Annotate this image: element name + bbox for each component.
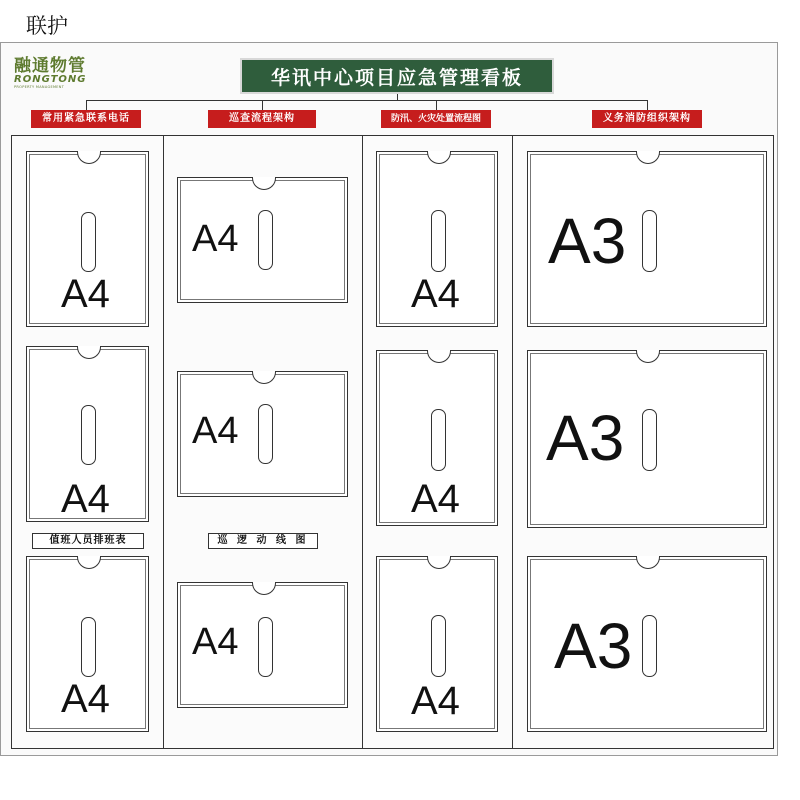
- logo-subtitle: PROPERTY MANAGEMENT: [14, 85, 65, 89]
- pocket-size-label: A4: [61, 477, 110, 521]
- pocket-notch: [252, 177, 276, 190]
- pocket-slot: [431, 409, 446, 471]
- a4-pocket-2-3: [177, 582, 348, 708]
- pocket-notch: [252, 582, 276, 595]
- a3-pocket-4-3: [527, 556, 767, 732]
- connector-bar: [86, 100, 648, 101]
- pocket-size-label: A3: [546, 402, 625, 474]
- section-tag-fire-brigade: 义务消防组织架构: [592, 110, 702, 128]
- pocket-slot: [642, 409, 657, 471]
- pocket-slot: [431, 615, 446, 677]
- pocket-notch: [427, 151, 451, 164]
- pocket-slot: [258, 210, 273, 270]
- pocket-notch: [636, 151, 660, 164]
- a4-pocket-1-2: [26, 346, 149, 522]
- pocket-notch: [636, 350, 660, 363]
- a4-pocket-1-1: [26, 151, 149, 327]
- a4-pocket-3-1: [376, 151, 498, 327]
- logo-chinese-name: 融通物管: [14, 56, 86, 76]
- pocket-size-label: A4: [61, 272, 110, 316]
- section-sublabel-patrol-route: 巡 逻 动 线 图: [208, 533, 318, 549]
- a4-pocket-2-1: [177, 177, 348, 303]
- pocket-notch: [636, 556, 660, 569]
- pocket-size-label: A4: [192, 218, 239, 260]
- pocket-notch: [252, 371, 276, 384]
- connector-drop-1: [86, 100, 87, 110]
- a4-pocket-3-3: [376, 556, 498, 732]
- pocket-slot: [642, 615, 657, 677]
- pocket-slot: [258, 617, 273, 677]
- pocket-size-label: A4: [192, 410, 239, 452]
- pocket-notch: [427, 350, 451, 363]
- connector-drop-4: [647, 100, 648, 110]
- pocket-slot: [81, 617, 96, 677]
- pocket-notch: [77, 556, 101, 569]
- logo-english-name: RONGTONG: [14, 74, 87, 85]
- section-tag-emergency-phones: 常用紧急联系电话: [31, 110, 141, 128]
- pocket-size-label: A4: [61, 677, 110, 721]
- connector-drop-2: [262, 100, 263, 110]
- pocket-slot: [81, 405, 96, 465]
- pocket-notch: [77, 151, 101, 164]
- a3-pocket-4-1: [527, 151, 767, 327]
- pocket-slot: [642, 210, 657, 272]
- pocket-size-label: A3: [554, 610, 633, 682]
- pocket-slot: [431, 210, 446, 272]
- pocket-size-label: A4: [192, 621, 239, 663]
- pocket-slot: [81, 212, 96, 272]
- a4-pocket-2-2: [177, 371, 348, 497]
- section-sublabel-duty-roster: 值班人员排班表: [32, 533, 144, 549]
- board-title: 华讯中心项目应急管理看板: [240, 58, 554, 94]
- caption-text: 联护: [26, 14, 68, 38]
- a4-pocket-3-2: [376, 350, 498, 526]
- a4-pocket-1-3: [26, 556, 149, 732]
- pocket-notch: [427, 556, 451, 569]
- pocket-size-label: A4: [411, 272, 460, 316]
- section-tag-patrol-flow: 巡查流程架构: [208, 110, 316, 128]
- pocket-size-label: A3: [548, 205, 627, 277]
- company-logo: [14, 58, 94, 90]
- section-tag-flood-fire-flow: 防汛、火灾处置流程图: [381, 110, 491, 128]
- pocket-notch: [77, 346, 101, 359]
- pocket-slot: [258, 404, 273, 464]
- a3-pocket-4-2: [527, 350, 767, 528]
- pocket-size-label: A4: [411, 477, 460, 521]
- connector-drop-3: [436, 100, 437, 110]
- pocket-size-label: A4: [411, 679, 460, 723]
